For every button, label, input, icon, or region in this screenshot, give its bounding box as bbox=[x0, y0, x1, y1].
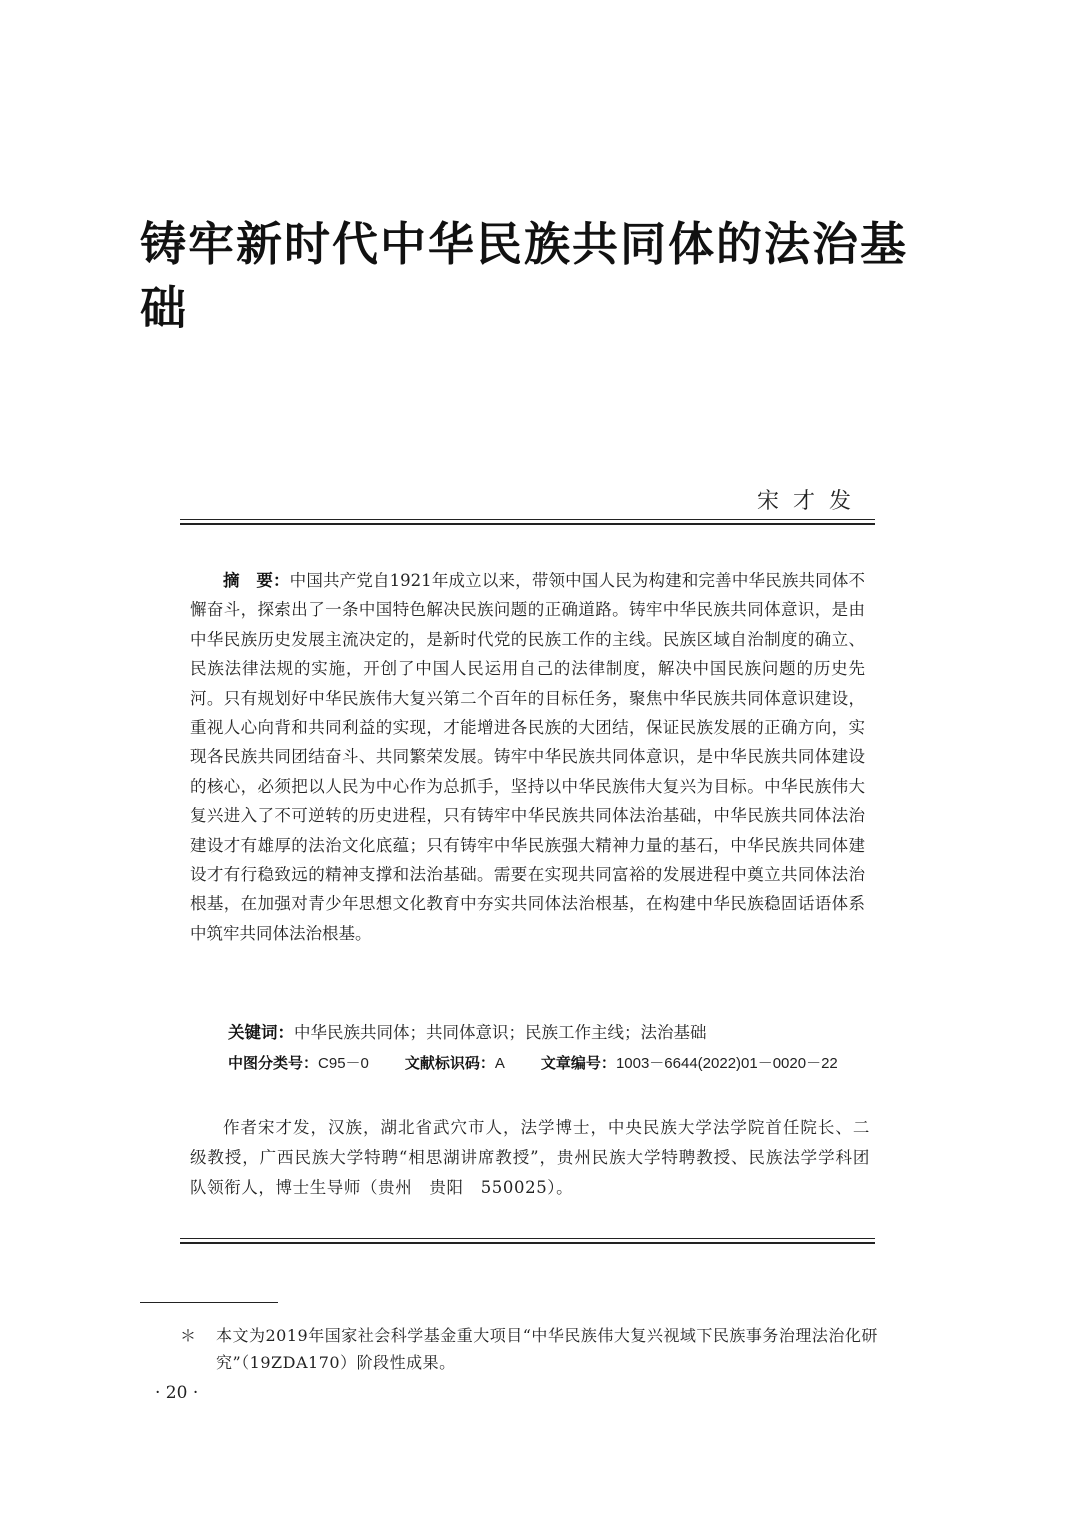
keywords bbox=[228, 1020, 707, 1046]
footnote-text: 本文为2019年国家社会科学基金重大项目“中华民族伟大复兴视域下民族事务治理法治化研究”（19ZDA170）阶段性成果。 bbox=[216, 1326, 878, 1372]
clc-value: C95－0 bbox=[318, 1055, 369, 1072]
classification-line bbox=[228, 1050, 874, 1077]
bottom-divider bbox=[180, 1238, 875, 1244]
doc-code-label: 文献标识码： bbox=[404, 1054, 495, 1072]
top-divider bbox=[180, 519, 875, 525]
abstract bbox=[190, 566, 865, 948]
article-no-value: 1003－6644(2022)01－0020－22 bbox=[615, 1055, 838, 1072]
article-no-label: 文章编号： bbox=[540, 1054, 616, 1072]
page-number: · 20 · bbox=[155, 1383, 199, 1403]
article-title: 铸牢新时代中华民族共同体的法治基础 bbox=[140, 217, 908, 335]
keywords-text: 中华民族共同体；共同体意识；民族工作主线；法治基础 bbox=[294, 1023, 707, 1042]
footnote-rule bbox=[140, 1302, 278, 1303]
abstract-text: 中国共产党自1921年成立以来，带领中国人民为构建和完善中华民族共同体不懈奋斗，探索出了一条中国特色解决民族问题的正确道路。铸牢中华民族共同体意识，是由中华民族历史发展主流决定的，是新时代党的民族工作的主线。民族区域自治制度的确立、民族法律法规的实施，开创了中国人民运用自己的法律制度，解决中国民族问题的历史先河。只有规划好中华民族伟大复兴第二个百年的目标任务，聚焦中华民族共同体意识建设，重视人心向背和共同利益的实现，才能增进各民族的大团结，保证民族发展的正确方向，实现各民族共同团结奋斗、共同繁荣发展。铸牢中华民族共同体意识，是中华民族共同体建设的核心，必须把以人民为中心作为总抓手，坚持以中华民族伟大复兴为目标。中华民族伟大复兴进入了不可逆转的历史进程，只有铸牢中华民族共同体法治基础，中华民族共同体法治建设才有雄厚的法治文化底蕴；只有铸牢中华民族强大精神力量的基石，中华民族共同体建设才有行稳致远的精神支撑和法治基础。需要在实现共同富裕的发展进程中奠立共同体法治根基，在加强对青少年思想文化教育中夯实共同体法治根基，在构建中华民族稳固话语体系中筑牢共同体法治根基。 bbox=[190, 571, 865, 943]
keywords-label: 关键词： bbox=[228, 1023, 294, 1042]
doc-code-value: A bbox=[494, 1055, 505, 1072]
abstract-label: 摘 要： bbox=[223, 571, 290, 590]
clc-label: 中图分类号： bbox=[228, 1054, 319, 1072]
footnote bbox=[180, 1322, 930, 1376]
author-name: 宋才发 bbox=[756, 489, 865, 514]
footnote-mark: ＊ bbox=[180, 1326, 197, 1345]
author-bio: 作者宋才发，汉族，湖北省武穴市人，法学博士，中央民族大学法学院首任院长、二级教授，广西民族大学特聘“相思湖讲席教授”，贵州民族大学特聘教授、民族法学学科团队领衔人，博士生导师（贵州 贵阳 550025）。 bbox=[190, 1118, 870, 1197]
